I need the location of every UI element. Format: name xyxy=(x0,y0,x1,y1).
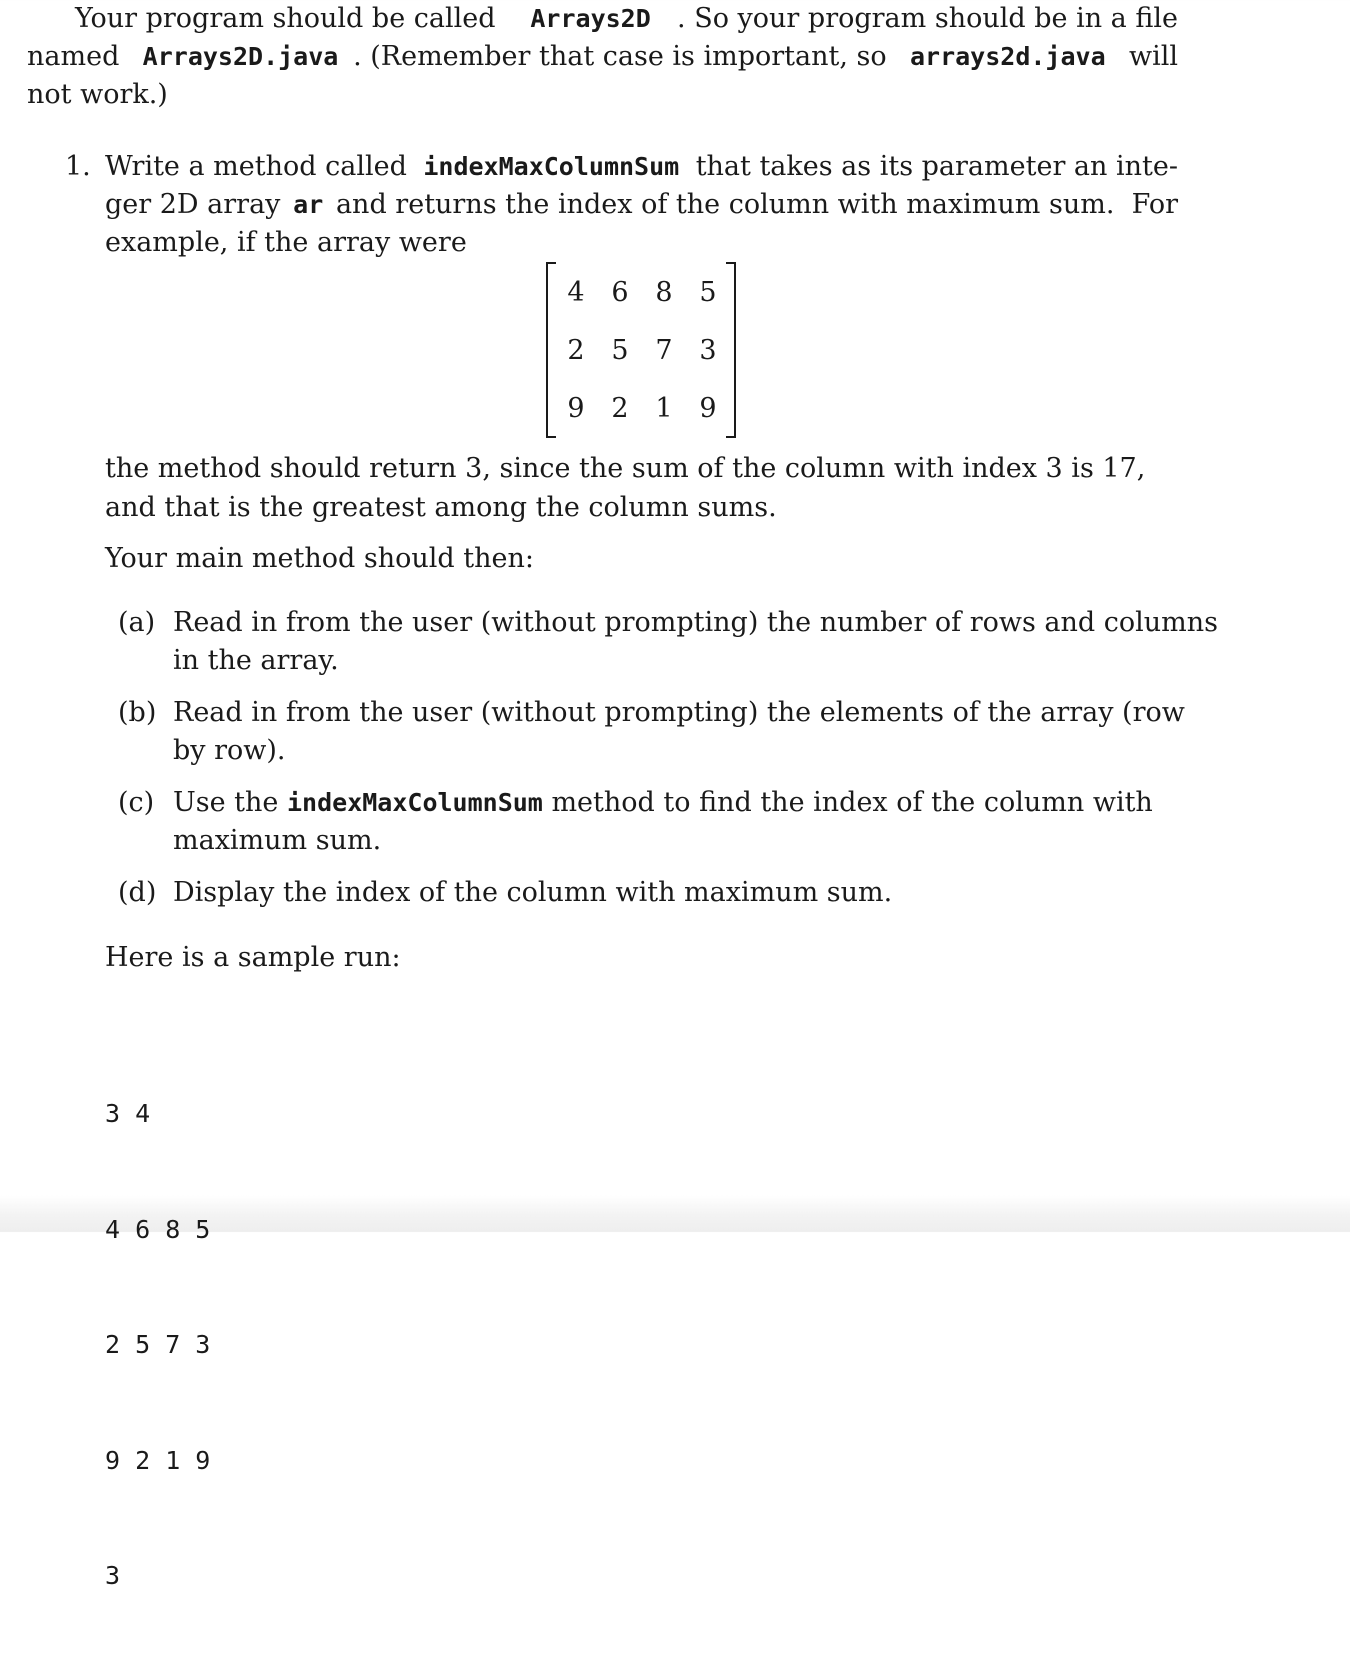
matrix-cell: 8 xyxy=(655,277,673,308)
explanation-text: the method should return 3, since the sum of the column with index 3 is 17, xyxy=(105,453,1146,484)
task-text: example, if the array were xyxy=(105,227,467,258)
sample-intro-text: Here is a sample run: xyxy=(105,942,401,973)
matrix-right-bracket xyxy=(726,262,736,438)
task-number: 1. xyxy=(65,151,91,182)
method-name-code: indexMaxColumnSum xyxy=(423,152,680,181)
main-intro-text: Your main method should then: xyxy=(105,543,534,574)
matrix-cell: 1 xyxy=(655,393,673,424)
intro-text: named xyxy=(27,41,128,72)
matrix-cell: 4 xyxy=(567,277,585,308)
step-text: maximum sum. xyxy=(173,825,382,856)
task-line-2-row xyxy=(105,186,1178,224)
matrix-cell: 7 xyxy=(655,335,673,366)
intro-text: Your program should be called xyxy=(75,3,505,34)
step-text: Display the index of the column with maximum sum. xyxy=(173,877,893,908)
program-name-code: Arrays2D xyxy=(530,4,651,33)
intro-text: . So your program should be in a file xyxy=(677,3,1178,34)
matrix-cell: 3 xyxy=(699,335,717,366)
task-text: that takes as its parameter an inte- xyxy=(687,151,1178,182)
step-text: Read in from the user (without prompting) the elements of the array (row xyxy=(173,697,1185,728)
matrix-cell: 5 xyxy=(611,335,629,366)
step-a xyxy=(173,604,1219,680)
sample-run-line: 9 2 1 9 xyxy=(105,1445,211,1475)
step-d xyxy=(173,874,1179,912)
wrong-filename-code: arrays2d.java xyxy=(909,42,1106,71)
param-name-code: ar xyxy=(293,190,324,219)
step-text: by row). xyxy=(173,735,286,766)
sample-run-output xyxy=(105,1018,210,1673)
intro-paragraph-line2 xyxy=(27,38,1178,76)
step-text: method to find the index of the column with xyxy=(542,787,1153,818)
matrix-cell: 2 xyxy=(611,393,629,424)
task-text: ger 2D array xyxy=(105,189,290,220)
task-line-3 xyxy=(105,224,467,262)
step-text: in the array. xyxy=(173,645,339,676)
matrix-left-bracket xyxy=(546,262,556,438)
step-b xyxy=(173,694,1185,770)
matrix-cell: 5 xyxy=(699,277,717,308)
intro-line-2 xyxy=(27,38,1178,76)
step-text: Read in from the user (without prompting) the number of rows and columns xyxy=(173,607,1219,638)
sample-run-line: 3 xyxy=(105,1561,121,1590)
intro-text: will xyxy=(1120,41,1178,72)
task-line-1 xyxy=(105,148,1178,186)
step-label: (d) xyxy=(118,877,157,908)
task-line-2 xyxy=(105,186,1178,224)
method-name-code: indexMaxColumnSum xyxy=(286,788,543,817)
task-text: Write a method called xyxy=(105,151,416,182)
sample-run-line: 2 5 7 3 xyxy=(105,1330,211,1359)
explanation-line-1 xyxy=(105,450,1178,488)
intro-text: . (Remember that case is important, so xyxy=(353,41,896,72)
explanation-row xyxy=(105,450,1178,488)
sample-intro xyxy=(105,939,401,977)
matrix-row xyxy=(564,278,720,308)
explanation-line-2 xyxy=(105,489,777,527)
intro-paragraph-line3 xyxy=(27,76,168,114)
step-text: Use the xyxy=(173,787,287,818)
matrix-cell: 2 xyxy=(567,335,585,366)
sample-run-line: 3 4 xyxy=(105,1099,151,1128)
matrix-row xyxy=(564,336,720,366)
step-c xyxy=(173,784,1179,860)
example-matrix xyxy=(546,262,736,436)
step-line xyxy=(173,784,1179,822)
task-line-1-row xyxy=(105,148,1178,186)
matrix-cell: 9 xyxy=(567,393,585,424)
step-label: (a) xyxy=(118,607,156,638)
main-intro xyxy=(105,540,534,578)
intro-line-3: not work.) xyxy=(27,79,168,110)
matrix-row xyxy=(564,394,720,424)
matrix-cell: 9 xyxy=(699,393,717,424)
matrix-cell: 6 xyxy=(611,277,629,308)
task-text: and returns the index of the column with maximum sum. For xyxy=(327,189,1178,220)
step-label: (b) xyxy=(118,697,157,728)
intro-line-1 xyxy=(27,0,1178,38)
intro-paragraph xyxy=(27,0,1178,38)
explanation-text: and that is the greatest among the column sums. xyxy=(105,492,777,523)
sample-run-line: 4 6 8 5 xyxy=(105,1214,211,1244)
filename-code: Arrays2D.java xyxy=(142,42,339,71)
step-label: (c) xyxy=(118,787,155,818)
